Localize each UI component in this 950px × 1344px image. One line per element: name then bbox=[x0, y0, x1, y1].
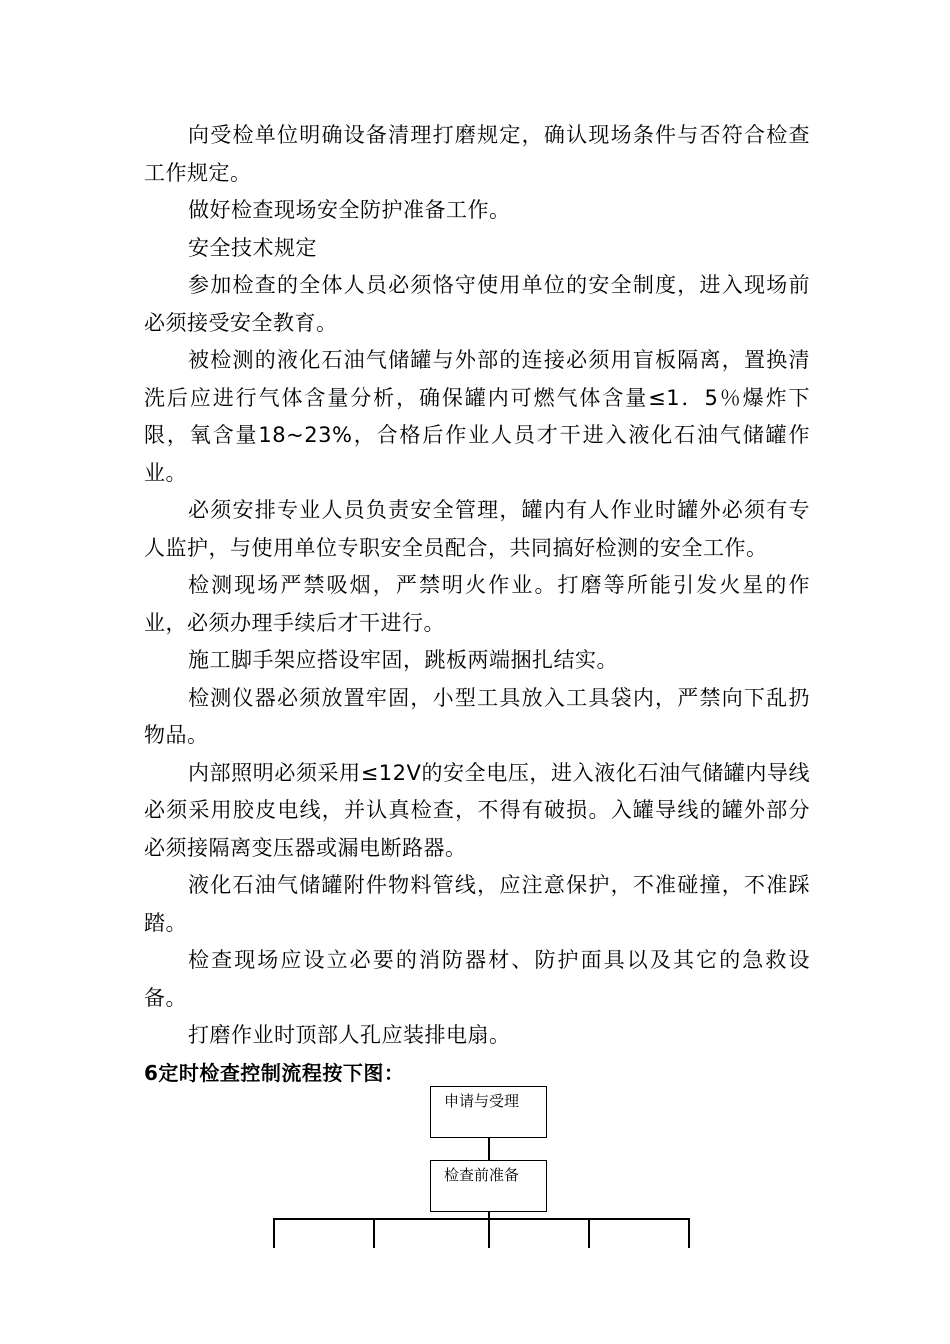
paragraph: 做好检查现场安全防护准备工作。 bbox=[188, 198, 511, 222]
paragraph: 检查现场应设立必要的消防器材、防护面具以及其它的急救设备。 bbox=[144, 948, 810, 1010]
section-heading: 6定时检查控制流程按下图： bbox=[144, 1060, 405, 1085]
section-subtitle: 安全技术规定 bbox=[188, 235, 317, 260]
paragraph: 打磨作业时顶部人孔应装排电扇。 bbox=[188, 1023, 511, 1047]
flow-box-label: 检查前准备 bbox=[444, 1166, 520, 1184]
body-text bbox=[144, 117, 810, 1092]
paragraph: 向受检单位明确设备清理打磨规定，确认现场条件与否符合检查工作规定。 bbox=[144, 123, 810, 185]
branch-drop bbox=[688, 1218, 690, 1248]
connector-line bbox=[488, 1212, 490, 1219]
paragraph: 内部照明必须采用≤12V的安全电压，进入液化石油气储罐内导线必须采用胶皮电线，并认真检查，不得有破损。入罐导线的罐外部分必须接隔离变压器或漏电断路器。 bbox=[144, 760, 810, 860]
branch-drop bbox=[588, 1218, 590, 1248]
branch-line bbox=[273, 1218, 690, 1220]
paragraph: 液化石油气储罐附件物料管线，应注意保护，不准碰撞，不准踩踏。 bbox=[144, 873, 810, 935]
flow-box-label: 申请与受理 bbox=[444, 1092, 520, 1110]
paragraph: 施工脚手架应搭设牢固，跳板两端捆扎结实。 bbox=[188, 648, 618, 672]
paragraph: 参加检查的全体人员必须恪守使用单位的安全制度，进入现场前必须接受安全教育。 bbox=[144, 273, 810, 335]
paragraph: 必须安排专业人员负责安全管理，罐内有人作业时罐外必须有专人监护，与使用单位专职安全员配合，共同搞好检测的安全工作。 bbox=[144, 498, 810, 560]
connector-line bbox=[488, 1138, 490, 1160]
branch-drop bbox=[373, 1218, 375, 1248]
branch-drop bbox=[273, 1218, 275, 1248]
branch-drop bbox=[488, 1218, 490, 1248]
paragraph: 检测仪器必须放置牢固，小型工具放入工具袋内，严禁向下乱扔物品。 bbox=[144, 685, 810, 747]
flow-box-prepare bbox=[430, 1160, 547, 1212]
flow-box-apply bbox=[430, 1086, 547, 1138]
paragraph: 检测现场严禁吸烟，严禁明火作业。打磨等所能引发火星的作业，必须办理手续后才干进行。 bbox=[144, 573, 810, 635]
paragraph: 被检测的液化石油气储罐与外部的连接必须用盲板隔离，置换清洗后应进行气体含量分析，确保罐内可燃气体含量≤1．5％爆炸下限，氧含量18~23%，合格后作业人员才干进入液化石油气储罐作业。 bbox=[144, 348, 810, 485]
